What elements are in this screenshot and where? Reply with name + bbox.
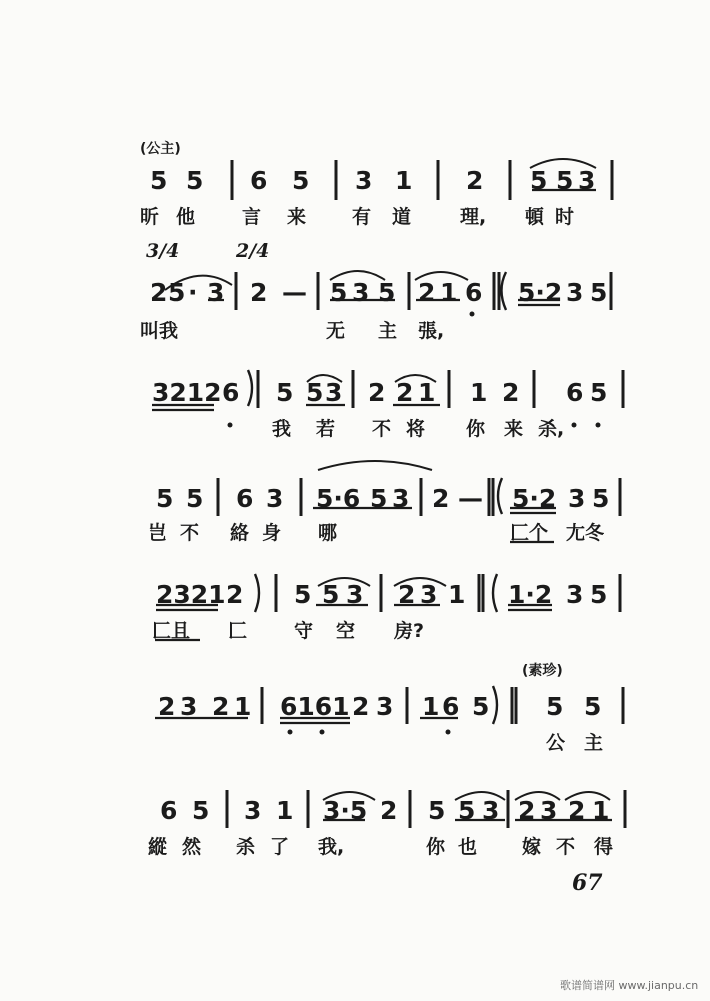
note: 5 bbox=[322, 580, 340, 609]
note: 5 bbox=[150, 166, 168, 195]
lyric: 昕 bbox=[140, 206, 160, 228]
note: 2321 bbox=[156, 580, 226, 609]
paren-close bbox=[248, 370, 252, 406]
lyric: 将 bbox=[406, 418, 426, 440]
lyric: 絡 bbox=[230, 522, 250, 544]
note: 1 bbox=[418, 378, 436, 407]
note: 5·2 bbox=[512, 484, 557, 513]
note: 2 bbox=[432, 484, 450, 513]
note: 2 bbox=[502, 378, 520, 407]
note: 3 bbox=[180, 692, 198, 721]
note: 2 bbox=[150, 278, 168, 307]
lyric: 杀, bbox=[538, 418, 565, 440]
note: 2 bbox=[418, 278, 436, 307]
note: 5 bbox=[458, 796, 476, 825]
note: 6 bbox=[566, 378, 584, 407]
note: 3 bbox=[352, 278, 370, 307]
octave-dot bbox=[596, 423, 601, 428]
octave-dot bbox=[446, 730, 451, 735]
note: 6 bbox=[160, 796, 178, 825]
note: 5 bbox=[330, 278, 348, 307]
dash: — bbox=[282, 278, 307, 307]
paren-open bbox=[502, 272, 507, 310]
lyric: 不 bbox=[372, 418, 392, 440]
note: 3 bbox=[266, 484, 284, 513]
lyric: 无 bbox=[326, 320, 346, 342]
lyric: 我, bbox=[318, 836, 345, 858]
lyric: 岂 bbox=[148, 522, 168, 544]
note: 6 bbox=[250, 166, 268, 195]
page-number: 67 bbox=[572, 870, 603, 896]
lyric: 嫁 bbox=[522, 836, 542, 858]
dash: — bbox=[458, 484, 483, 513]
note: 3 bbox=[355, 166, 373, 195]
lyric: 若 bbox=[316, 418, 336, 440]
note: 5 bbox=[186, 484, 204, 513]
note: 5·2 bbox=[518, 278, 563, 307]
lyric: 言 bbox=[242, 206, 262, 228]
note: 3 bbox=[346, 580, 364, 609]
octave-dot bbox=[228, 423, 233, 428]
octave-dot bbox=[288, 730, 293, 735]
note: 5 bbox=[294, 580, 312, 609]
note: · bbox=[188, 278, 198, 307]
lyric: 我 bbox=[272, 418, 292, 440]
note: 2 bbox=[398, 580, 416, 609]
note: 3 bbox=[207, 278, 225, 307]
lyric: 杀 bbox=[236, 836, 256, 858]
lyric: 主 bbox=[584, 732, 604, 754]
note: 6161 bbox=[280, 692, 350, 721]
note: 2 bbox=[158, 692, 176, 721]
lyric: 縱 bbox=[148, 836, 168, 858]
note: 5 bbox=[590, 580, 608, 609]
note: 2 bbox=[226, 580, 244, 609]
note: 2 bbox=[396, 378, 414, 407]
note: 3 bbox=[566, 278, 584, 307]
octave-dot bbox=[470, 312, 475, 317]
note: 5 bbox=[378, 278, 396, 307]
note: 5 bbox=[584, 692, 602, 721]
note: 3 bbox=[420, 580, 438, 609]
lyric: 然 bbox=[182, 836, 202, 858]
role-label-suzhen: (素珍) bbox=[522, 663, 563, 679]
note: 1 bbox=[440, 278, 458, 307]
lyric: 頓 bbox=[525, 206, 545, 228]
lyric: 哪 bbox=[318, 522, 338, 544]
note: 3 bbox=[540, 796, 558, 825]
note: 2 bbox=[380, 796, 398, 825]
note: 5 bbox=[306, 378, 324, 407]
lyric: 来 bbox=[504, 418, 524, 440]
lyric: 也 bbox=[458, 836, 478, 858]
lyric: 尢冬 bbox=[566, 522, 605, 544]
note: 3 bbox=[244, 796, 262, 825]
lyric: 張, bbox=[418, 320, 445, 342]
lyric: 空 bbox=[336, 620, 356, 642]
lyric: 来 bbox=[287, 206, 307, 228]
note: 3 bbox=[325, 378, 343, 407]
note: 5 bbox=[276, 378, 294, 407]
note: 2 bbox=[568, 796, 586, 825]
lyric: 他 bbox=[176, 206, 196, 228]
note: 3·5 bbox=[323, 796, 368, 825]
paren-close bbox=[493, 686, 497, 724]
lyric: 了 bbox=[270, 836, 290, 858]
time-signature: 3/4 bbox=[146, 240, 180, 262]
note: 5 bbox=[546, 692, 564, 721]
note: 5 bbox=[556, 166, 574, 195]
lyric: 匚且 bbox=[152, 620, 191, 642]
lyric: 身 bbox=[262, 522, 282, 544]
note: 5 bbox=[590, 378, 608, 407]
note: 6 bbox=[236, 484, 254, 513]
lyric: 得 bbox=[594, 836, 614, 858]
note: 6 bbox=[465, 278, 483, 307]
note: 6 bbox=[222, 378, 240, 407]
note: 3 bbox=[566, 580, 584, 609]
note: 5 bbox=[592, 484, 610, 513]
note: 6 bbox=[442, 692, 460, 721]
lyric: 你 bbox=[466, 418, 486, 440]
lyric: 不 bbox=[556, 836, 576, 858]
note: 5 bbox=[472, 692, 490, 721]
note: 5·6 bbox=[316, 484, 361, 513]
note: 5 bbox=[370, 484, 388, 513]
note: 1 bbox=[470, 378, 488, 407]
lyric: 有 bbox=[352, 206, 372, 228]
role-label-gongzhu: (公主) bbox=[140, 141, 181, 157]
lyric: 匚个 bbox=[510, 522, 549, 544]
note: 5 bbox=[292, 166, 310, 195]
lyric: 公 bbox=[546, 732, 566, 754]
note: 2 bbox=[518, 796, 536, 825]
lyric: 主 bbox=[378, 320, 398, 342]
note: 2 bbox=[250, 278, 268, 307]
note: 5 bbox=[186, 166, 204, 195]
note: 5 bbox=[156, 484, 174, 513]
note: 1 bbox=[448, 580, 466, 609]
lyric: 守 bbox=[294, 620, 314, 642]
note: 3 bbox=[578, 166, 596, 195]
paren-open bbox=[498, 478, 502, 514]
note: 2 bbox=[352, 692, 370, 721]
note: 5 bbox=[530, 166, 548, 195]
note: 1·2 bbox=[508, 580, 553, 609]
lyric: 叫我 bbox=[140, 320, 179, 342]
note: 3 bbox=[376, 692, 394, 721]
note: 1 bbox=[395, 166, 413, 195]
octave-dot bbox=[572, 423, 577, 428]
note: 3 bbox=[392, 484, 410, 513]
note: 3212 bbox=[152, 378, 222, 407]
lyric: 时 bbox=[555, 206, 575, 228]
note: 2 bbox=[212, 692, 230, 721]
note: 3 bbox=[568, 484, 586, 513]
paren-open bbox=[493, 574, 497, 612]
note: 5 bbox=[590, 278, 608, 307]
note: 1 bbox=[234, 692, 252, 721]
lyric: 道 bbox=[392, 206, 412, 228]
lyric: 匚 bbox=[228, 620, 248, 642]
watermark: 歌谱简谱网 www.jianpu.cn bbox=[560, 979, 699, 992]
note: 5 bbox=[428, 796, 446, 825]
note: 3 bbox=[482, 796, 500, 825]
note: 2 bbox=[466, 166, 484, 195]
paren-close bbox=[255, 574, 259, 612]
lyric: 你 bbox=[426, 836, 446, 858]
note: 1 bbox=[422, 692, 440, 721]
slur bbox=[318, 461, 432, 470]
octave-dot bbox=[320, 730, 325, 735]
note: 5 bbox=[168, 278, 186, 307]
lyric: 房? bbox=[394, 620, 425, 642]
note: 2 bbox=[368, 378, 386, 407]
lyric: 不 bbox=[180, 522, 200, 544]
time-signature: 2/4 bbox=[236, 240, 270, 262]
note: 1 bbox=[276, 796, 294, 825]
note: 1 bbox=[592, 796, 610, 825]
note: 5 bbox=[192, 796, 210, 825]
lyric: 理, bbox=[460, 206, 487, 228]
